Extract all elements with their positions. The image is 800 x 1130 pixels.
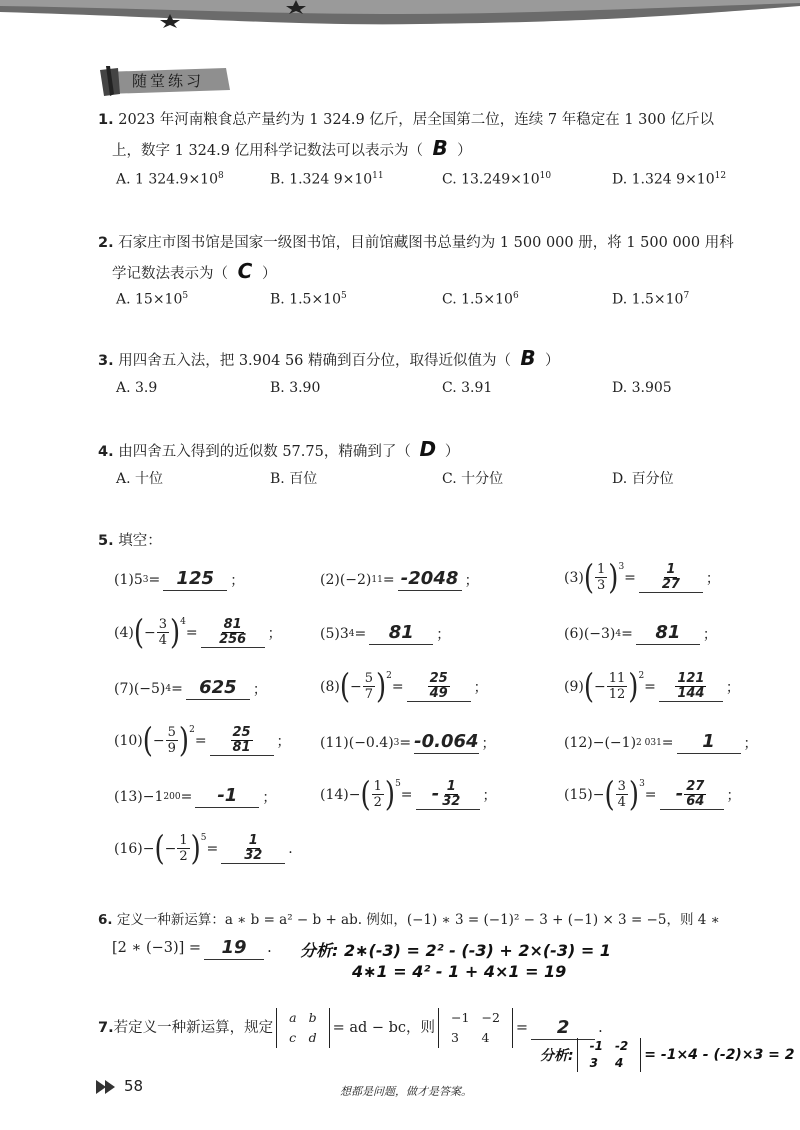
question-text: 由四舍五入得到的近似数 57.75，精确到了（ — [118, 444, 411, 460]
answer-blank: 1 — [677, 731, 741, 754]
option-b: B. $1.5\times 10^5$ — [270, 291, 347, 308]
question-6-line2: [2 ∗ (−3)] = 19 . — [112, 934, 272, 962]
question-text: 上，数字 1 324.9 亿用科学记数法可以表示为（ — [112, 143, 424, 159]
option-a: A. 十位 — [116, 471, 164, 487]
question-2-line2 — [112, 257, 277, 288]
question-4 — [98, 435, 459, 466]
fill-item-14: (14)− ( $\frac{1}{2}$ ) $^5$ = - $\frac{1}{32}$ ； — [320, 775, 497, 814]
handwritten-answer: B — [520, 346, 536, 370]
footer-motto: 想都是问题，做才是答案。 — [340, 1085, 472, 1098]
fill-item-2: (2)(−2) 11 = -2048 ； — [320, 568, 479, 589]
question-number: 4. — [98, 444, 114, 460]
option-d: D. 3.905 — [612, 380, 672, 396]
handwritten-answer: D — [419, 437, 437, 461]
fill-item-5: (5)3 4 = 81 ； — [320, 622, 451, 643]
option-a: A. $15\times 10^5$ — [116, 291, 189, 308]
question-text: 石家庄市图书馆是国家一级图书馆，目前馆藏图书总量约为 1 500 000 册，将 1 500 000 用科 — [118, 235, 734, 251]
question-text: = ad − bc，则 — [332, 1020, 436, 1036]
determinant-definition: a b c d — [276, 1008, 329, 1048]
answer-blank: 19 — [204, 937, 264, 960]
fill-item-16: (16)− ( − $\frac{1}{2}$ ) $^5$ = $\frac{1}{32}$ . — [114, 829, 293, 868]
question-6 — [98, 906, 720, 934]
banner-graphic — [0, 0, 800, 28]
question-number: 5. — [98, 533, 114, 549]
answer-blank: $\frac{25}{49}$ — [407, 672, 471, 702]
fill-item-6: (6)(−3) 4 = 81 ； — [564, 622, 717, 643]
option-d: D. 1.324 $9\times 10^{12}$ — [612, 171, 727, 188]
question-text: [2 ∗ (−3)] = — [112, 940, 202, 956]
answer-blank: $\frac{1}{32}$ — [221, 834, 285, 864]
double-arrow-icon — [96, 1079, 122, 1098]
question-text: 填空： — [118, 533, 162, 549]
fill-item-8: (8) ( − $\frac{5}{7}$ ) $^2$ = $\frac{25}{49}$ ； — [320, 667, 488, 706]
question-text: 2023 年河南粮食总产量约为 1 324.9 亿斤，居全国第二位，连续 7 年稳定在 1 300 亿斤以 — [118, 112, 714, 128]
answer-blank: 81 — [369, 622, 433, 645]
answer-blank: - $\frac{1}{32}$ — [416, 780, 480, 810]
handwritten-analysis-line1: 分析: 2∗(-3) = 2² - (-3) + 2×(-3) = 1 — [300, 941, 611, 960]
determinant-example: −1 −2 3 4 — [438, 1008, 513, 1048]
fill-item-7: (7)(−5) 4 = 625 ； — [114, 677, 267, 698]
answer-blank: -1 — [195, 785, 259, 808]
option-b: B. 3.90 — [270, 380, 321, 396]
question-5 — [98, 527, 162, 555]
fill-item-4: (4) ( − $\frac{3}{4}$ ) $^4$ = $\frac{81}{256}$ ； — [114, 613, 282, 652]
option-c: C. $1.5\times 10^6$ — [442, 291, 519, 308]
answer-blank: - $\frac{27}{64}$ — [660, 780, 724, 810]
fill-item-11: (11)(−0.4) 3 = -0.064 ； — [320, 731, 496, 752]
fill-item-3: (3) ( $\frac{1}{3}$ ) $^3$ = $\frac{1}{27}$ ； — [564, 558, 720, 597]
question-2 — [98, 229, 734, 257]
handwritten-answer: B — [432, 136, 448, 160]
question-1-line2 — [112, 134, 472, 165]
handwritten-answer: C — [237, 259, 253, 283]
question-text: 若定义一种新运算，规定 — [113, 1020, 274, 1036]
page-number: 58 — [124, 1077, 144, 1095]
question-3 — [98, 344, 560, 375]
question-text: ） — [545, 353, 560, 369]
option-a: A. 3.9 — [116, 380, 158, 396]
fill-item-1: (1)5 3 = 125 ； — [114, 568, 245, 589]
answer-blank: $\frac{1}{27}$ — [639, 563, 703, 593]
option-b: B. 百位 — [270, 471, 318, 487]
top-banner — [0, 0, 800, 28]
answer-blank: -2048 — [398, 568, 462, 591]
option-c: C. $13.249\times 10^{10}$ — [442, 171, 552, 188]
fill-item-10: (10) ( − $\frac{5}{9}$ ) $^2$ = $\frac{25}{81}$ ； — [114, 721, 291, 760]
fill-item-15: (15)− ( $\frac{3}{4}$ ) $^3$ = - $\frac{27}{64}$ ； — [564, 775, 741, 814]
answer-blank: $\frac{25}{81}$ — [210, 726, 274, 756]
question-number: 2. — [98, 235, 114, 251]
option-a: A. 1 $324.9\times 10^8$ — [116, 171, 224, 188]
question-text: 用四舍五入法，把 3.904 56 精确到百分位，取得近似值为（ — [118, 353, 512, 369]
handwritten-analysis-line2: 4∗1 = 4² - 1 + 4×1 = 19 — [352, 962, 567, 981]
fill-item-13: (13)−1 200 = -1 ； — [114, 785, 277, 806]
option-d: D. $1.5\times 10^7$ — [612, 291, 690, 308]
question-1 — [98, 106, 714, 134]
handwritten-analysis: 分析: -1 -2 3 4 = -1×4 - (-2)×3 = 2 — [540, 1039, 795, 1070]
fill-item-9: (9) ( − $\frac{11}{12}$ ) $^2$ = $\frac{121}{144}$ ； — [564, 667, 740, 706]
determinant-note: -1 -2 3 4 — [577, 1038, 642, 1072]
answer-blank: $\frac{81}{256}$ — [201, 618, 265, 648]
answer-blank: 81 — [636, 622, 700, 645]
question-number: 7. — [98, 1020, 114, 1036]
option-d: D. 百分位 — [612, 471, 674, 487]
section-tag-label: 随堂练习 — [132, 72, 205, 90]
question-7: 7. 若定义一种新运算，规定 a b c d = ad − bc，则 −1 −2 3 4 = 2 . — [98, 1008, 603, 1048]
question-text: ） — [457, 143, 472, 159]
question-text: ） — [262, 266, 277, 282]
option-b: B. 1.324 $9\times 10^{11}$ — [270, 171, 384, 188]
fill-item-12: (12)−(−1) 2 031 = 1 ； — [564, 731, 758, 752]
answer-blank: 2 — [531, 1017, 595, 1040]
option-c: C. 十分位 — [442, 471, 504, 487]
question-text: ） — [444, 444, 460, 460]
question-number: 3. — [98, 353, 114, 369]
answer-blank: 125 — [163, 568, 227, 591]
option-c: C. 3.91 — [442, 380, 493, 396]
answer-blank: 625 — [186, 677, 250, 700]
answer-blank: -0.064 — [414, 731, 479, 752]
question-number: 1. — [98, 112, 114, 128]
section-tag — [96, 64, 232, 98]
question-text: 定义一种新运算：a ∗ b = a² − b + ab. 例如，(−1) ∗ 3 = (−1)² − 3 + (−1) × 3 = −5，则 4 ∗ — [116, 912, 720, 928]
answer-blank: $\frac{121}{144}$ — [659, 672, 723, 702]
question-text: 学记数法表示为（ — [112, 266, 228, 282]
question-number: 6. — [98, 912, 113, 928]
